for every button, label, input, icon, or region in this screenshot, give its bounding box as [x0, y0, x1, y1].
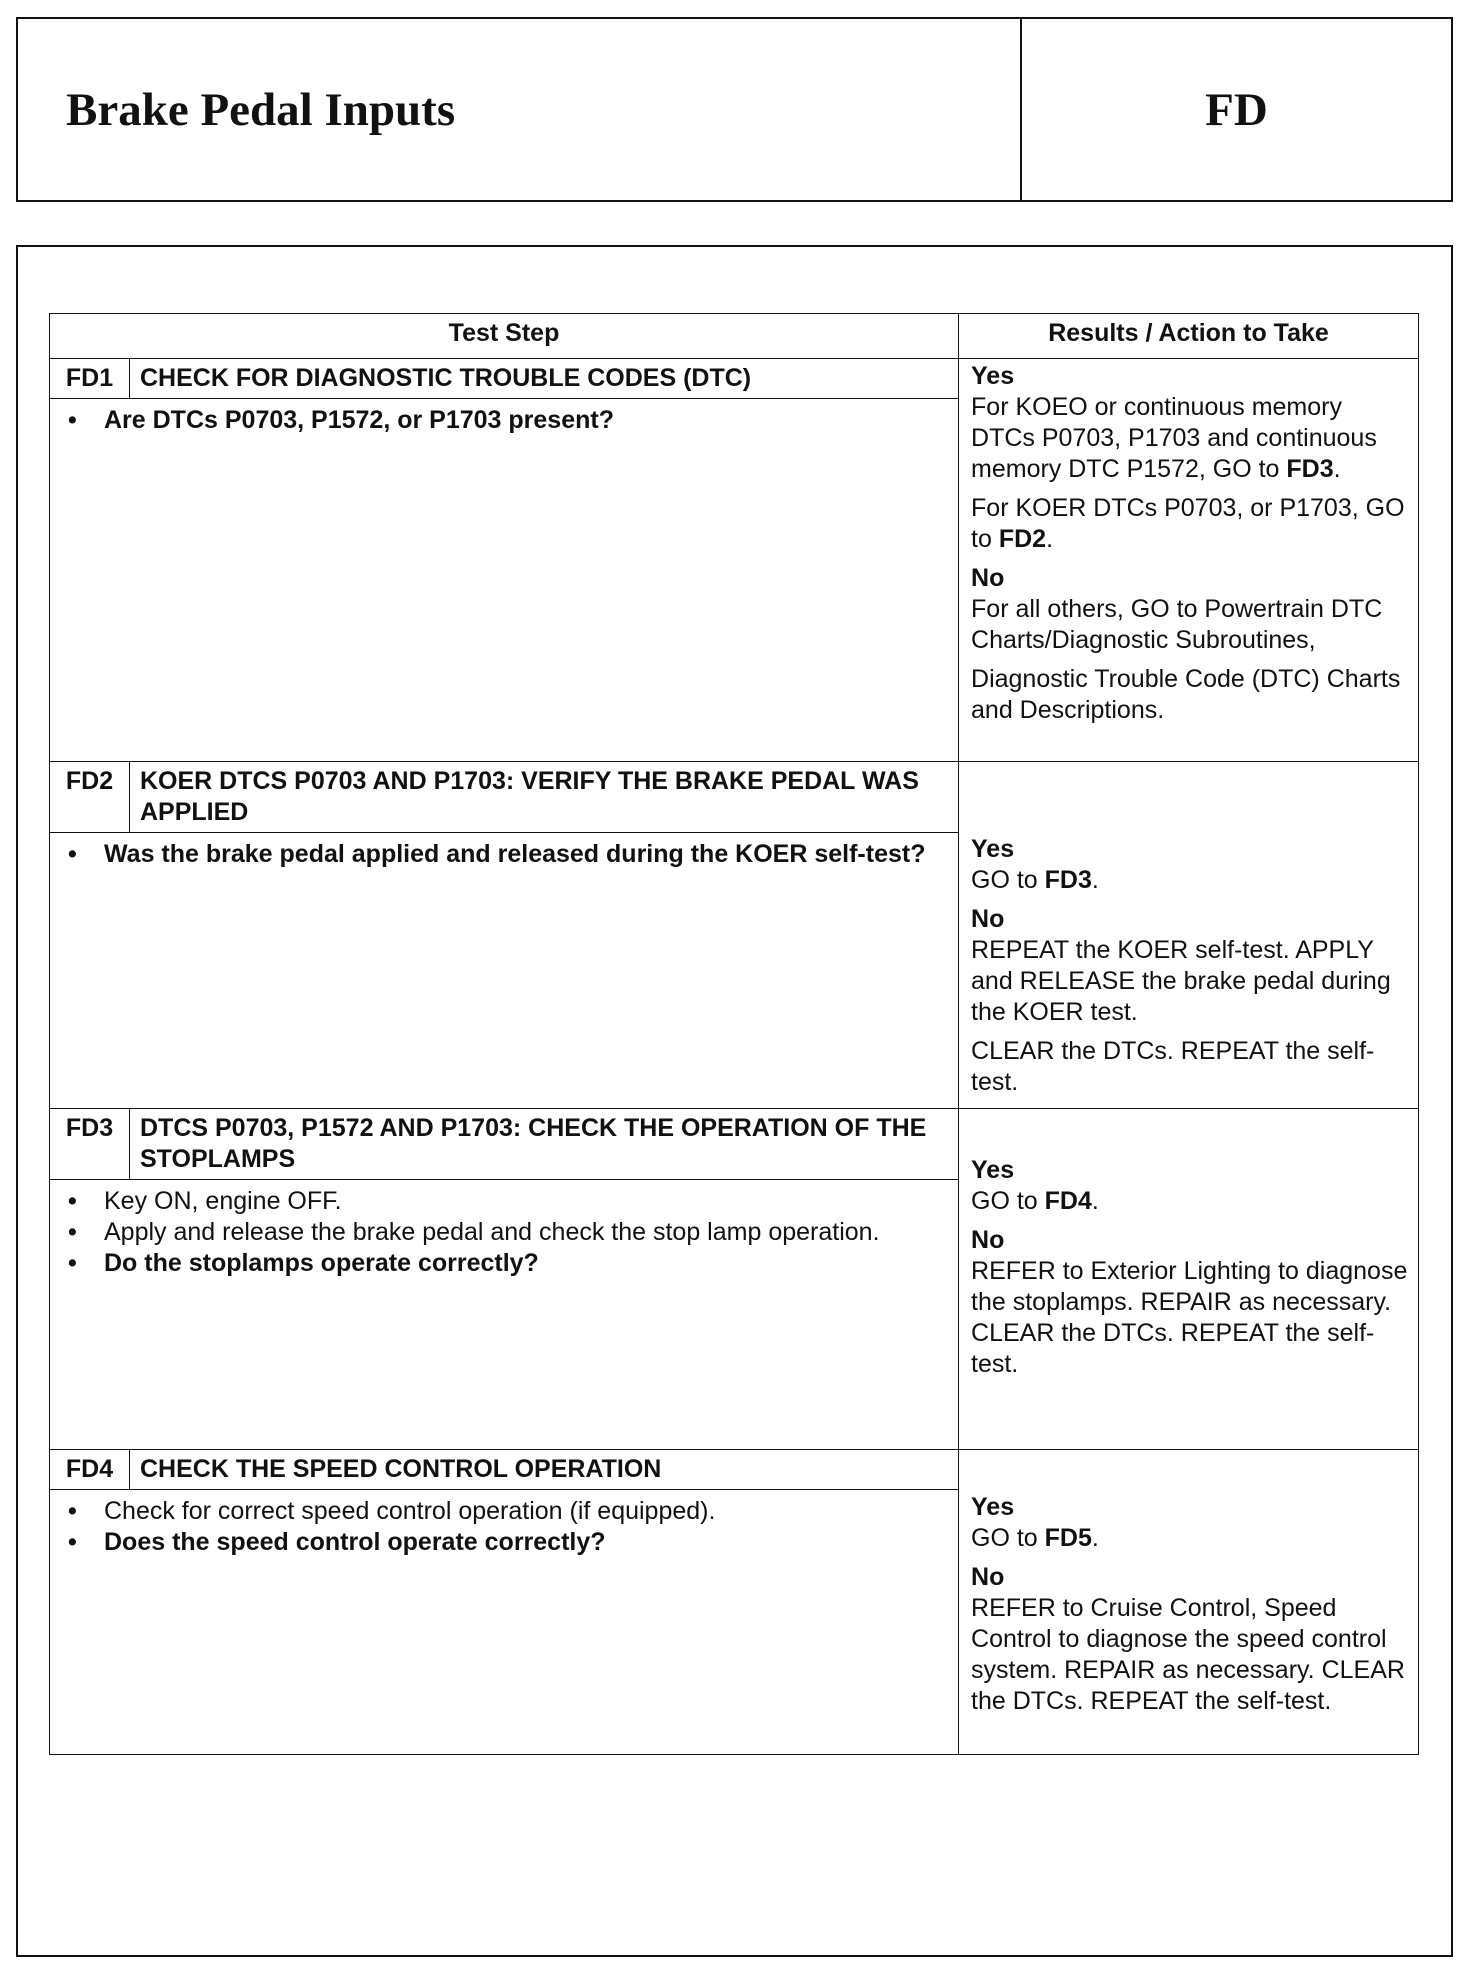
test-step-header: Test Step — [50, 314, 959, 359]
no-action: REPEAT the KOER self-test. APPLY and RELEASE the brake pedal during the KOER test. — [971, 936, 1391, 1026]
yes-action: For KOEO or continuous memory DTCs P0703, P1703 and continuous memory DTC P1572, GO to FD3. — [971, 393, 1377, 483]
no-action: For all others, GO to Powertrain DTC Charts/Diagnostic Subroutines, — [971, 595, 1383, 654]
instruction-item: • Are DTCs P0703, P1572, or P1703 present? — [104, 405, 948, 436]
results-header: Results / Action to Take — [959, 314, 1419, 359]
step-title-row — [50, 762, 1419, 833]
yes-label: Yes — [971, 1156, 1015, 1184]
no-label: No — [971, 1226, 1005, 1254]
yes-label: Yes — [971, 1493, 1015, 1521]
yes-action: GO to FD4. — [971, 1187, 1099, 1215]
yes-label: Yes — [971, 835, 1015, 863]
table-header-row — [50, 314, 1419, 359]
step-id: FD3 — [50, 1109, 130, 1180]
step-instructions — [50, 1490, 959, 1755]
step-result — [959, 359, 1419, 762]
instruction-item: • Do the stoplamps operate correctly? — [104, 1248, 948, 1279]
no-label: No — [971, 905, 1005, 933]
step-title: KOER DTCS P0703 AND P1703: VERIFY THE BRAKE PEDAL WAS APPLIED — [130, 762, 959, 833]
step-title-row — [50, 1109, 1419, 1180]
no-label: No — [971, 564, 1005, 592]
section-code: FD — [1205, 83, 1268, 136]
step-title-row — [50, 1450, 1419, 1490]
step-result — [959, 1450, 1419, 1755]
step-reference: FD5 — [1044, 1524, 1092, 1552]
step-title: CHECK THE SPEED CONTROL OPERATION — [130, 1450, 959, 1490]
no-action: Diagnostic Trouble Code (DTC) Charts and Descriptions. — [971, 665, 1401, 724]
step-title-row — [50, 359, 1419, 399]
yes-action: GO to FD5. — [971, 1524, 1099, 1552]
step-instructions — [50, 833, 959, 1109]
step-title: DTCS P0703, P1572 AND P1703: CHECK THE OPERATION OF THE STOPLAMPS — [130, 1109, 959, 1180]
step-reference: FD4 — [1044, 1187, 1092, 1215]
step-reference: FD2 — [998, 525, 1047, 553]
step-instructions — [50, 399, 959, 762]
no-action: REFER to Cruise Control, Speed Control to diagnose the speed control system. REPAIR as necessary. CLEAR the DTCs. REPEAT the self-test. — [971, 1594, 1405, 1715]
step-result — [959, 762, 1419, 1109]
instruction-item: • Apply and release the brake pedal and check the stop lamp operation. — [104, 1217, 948, 1248]
step-id: FD2 — [50, 762, 130, 833]
no-label: No — [971, 1563, 1005, 1591]
instruction-item: • Check for correct speed control operation (if equipped). — [104, 1496, 948, 1527]
page-title: Brake Pedal Inputs — [18, 19, 1022, 200]
yes-label: Yes — [971, 362, 1015, 390]
step-reference: FD3 — [1044, 866, 1092, 894]
step-reference: FD3 — [1286, 455, 1334, 483]
step-instructions — [50, 1180, 959, 1450]
step-title: CHECK FOR DIAGNOSTIC TROUBLE CODES (DTC) — [130, 359, 959, 399]
step-id: FD1 — [50, 359, 130, 399]
page-header — [16, 17, 1453, 202]
diagnostic-table — [49, 313, 1419, 1755]
instruction-item: • Was the brake pedal applied and released during the KOER self-test? — [104, 839, 948, 870]
step-result — [959, 1109, 1419, 1450]
step-id: FD4 — [50, 1450, 130, 1490]
yes-action: GO to FD3. — [971, 866, 1099, 894]
no-action: CLEAR the DTCs. REPEAT the self-test. — [971, 1037, 1375, 1096]
no-action: REFER to Exterior Lighting to diagnose the stoplamps. REPAIR as necessary. CLEAR the DTCs. REPEAT the self-test. — [971, 1257, 1408, 1378]
instruction-item: • Key ON, engine OFF. — [104, 1186, 948, 1217]
yes-action: For KOER DTCs P0703, or P1703, GO to FD2. — [971, 494, 1405, 553]
instruction-item: • Does the speed control operate correctly? — [104, 1527, 948, 1558]
